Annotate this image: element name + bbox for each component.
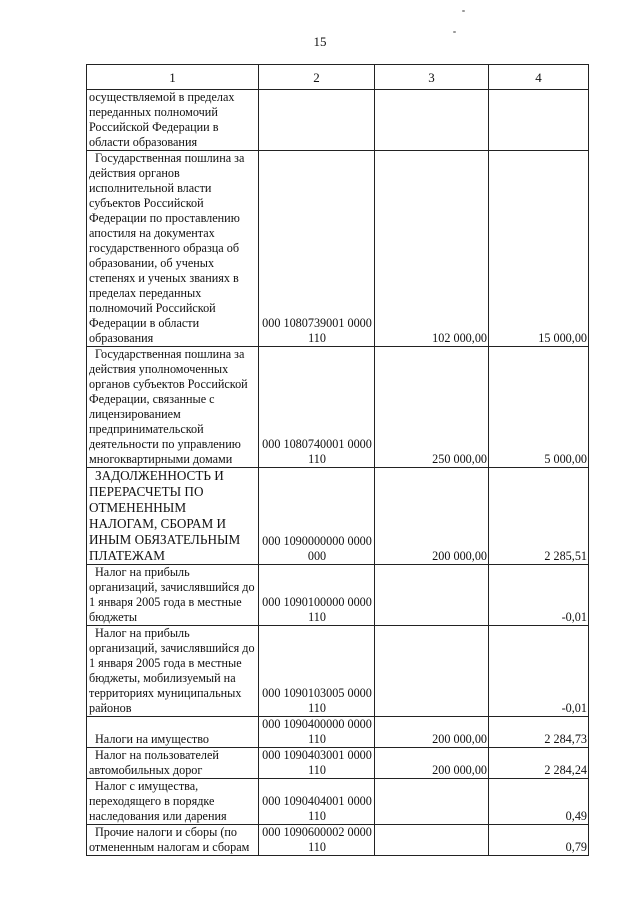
row-executed-cell: 15 000,00 (489, 151, 589, 347)
row-executed-cell: 0,79 (489, 825, 589, 856)
column-header-1: 1 (87, 65, 259, 90)
row-budget-cell: 200 000,00 (375, 717, 489, 748)
scan-speck (453, 31, 456, 33)
row-executed-cell: 2 284,24 (489, 748, 589, 779)
row-budget-cell: 102 000,00 (375, 151, 489, 347)
row-budget-cell: 200 000,00 (375, 748, 489, 779)
table-row (87, 151, 589, 347)
row-executed-cell: 5 000,00 (489, 347, 589, 468)
row-budget-cell: 200 000,00 (375, 468, 489, 565)
row-executed-cell: -0,01 (489, 565, 589, 626)
column-header-2: 2 (259, 65, 375, 90)
row-executed-cell: -0,01 (489, 626, 589, 717)
table-header-row (87, 65, 589, 90)
row-code-cell: 000 1090400000 0000 110 (259, 717, 375, 748)
row-name-cell: Налог на прибыль организаций, зачислявшийся до 1 января 2005 года в местные бюджеты (87, 565, 259, 626)
row-code-cell: 000 1080739001 0000 110 (259, 151, 375, 347)
column-header-4: 4 (489, 65, 589, 90)
table-row (87, 779, 589, 825)
row-executed-cell: 2 284,73 (489, 717, 589, 748)
column-header-3: 3 (375, 65, 489, 90)
row-name-cell: Налог с имущества, переходящего в порядке наследования или дарения (87, 779, 259, 825)
row-name-cell: Государственная пошлина за действия уполномоченных органов субъектов Российской Федерации, связанные с лицензированием предпринимательской деятельности по управлению многоквартирными домами (87, 347, 259, 468)
row-executed-cell: 2 285,51 (489, 468, 589, 565)
row-code-cell: 000 1090000000 0000 000 (259, 468, 375, 565)
row-name-cell: осуществляемой в пределах переданных полномочий Российской Федерации в области образования (87, 90, 259, 151)
table-row (87, 626, 589, 717)
table-body (87, 90, 589, 856)
row-budget-cell: 250 000,00 (375, 347, 489, 468)
row-budget-cell (375, 626, 489, 717)
row-code-cell: 000 1080740001 0000 110 (259, 347, 375, 468)
row-executed-cell: 0,49 (489, 779, 589, 825)
row-code-cell: 000 1090103005 0000 110 (259, 626, 375, 717)
row-budget-cell (375, 825, 489, 856)
row-code-cell: 000 1090600002 0000 110 (259, 825, 375, 856)
row-code-cell: 000 1090404001 0000 110 (259, 779, 375, 825)
page-number: 15 (313, 34, 327, 49)
row-executed-cell (489, 90, 589, 151)
row-name-cell: ЗАДОЛЖЕННОСТЬ И ПЕРЕРАСЧЕТЫ ПО ОТМЕНЕННЫМ НАЛОГАМ, СБОРАМ И ИНЫМ ОБЯЗАТЕЛЬНЫМ ПЛАТЕЖАМ (87, 468, 259, 565)
table-row (87, 748, 589, 779)
table-row (87, 90, 589, 151)
table-row (87, 825, 589, 856)
table-row (87, 565, 589, 626)
row-code-cell: 000 1090403001 0000 110 (259, 748, 375, 779)
row-name-cell: Прочие налоги и сборы (по отмененным налогам и сборам (87, 825, 259, 856)
row-code-cell: 000 1090100000 0000 110 (259, 565, 375, 626)
table-row (87, 468, 589, 565)
row-name-cell: Налог на пользователей автомобильных дорог (87, 748, 259, 779)
scan-speck (462, 10, 465, 12)
table-row (87, 347, 589, 468)
row-name-cell: Государственная пошлина за действия органов исполнительной власти субъектов Российской Федерации по проставлению апостиля на документах государственного образца об образовании, об ученых степенях и ученых званиях в пределах переданных полномочий Российской Федерации в области образования (87, 151, 259, 347)
row-budget-cell (375, 565, 489, 626)
row-code-cell (259, 90, 375, 151)
row-name-cell: Налоги на имущество (87, 717, 259, 748)
budget-table (86, 64, 589, 856)
row-name-cell: Налог на прибыль организаций, зачислявшийся до 1 января 2005 года в местные бюджеты, мобилизуемый на территориях муниципальных районов (87, 626, 259, 717)
row-budget-cell (375, 90, 489, 151)
row-budget-cell (375, 779, 489, 825)
table-row (87, 717, 589, 748)
